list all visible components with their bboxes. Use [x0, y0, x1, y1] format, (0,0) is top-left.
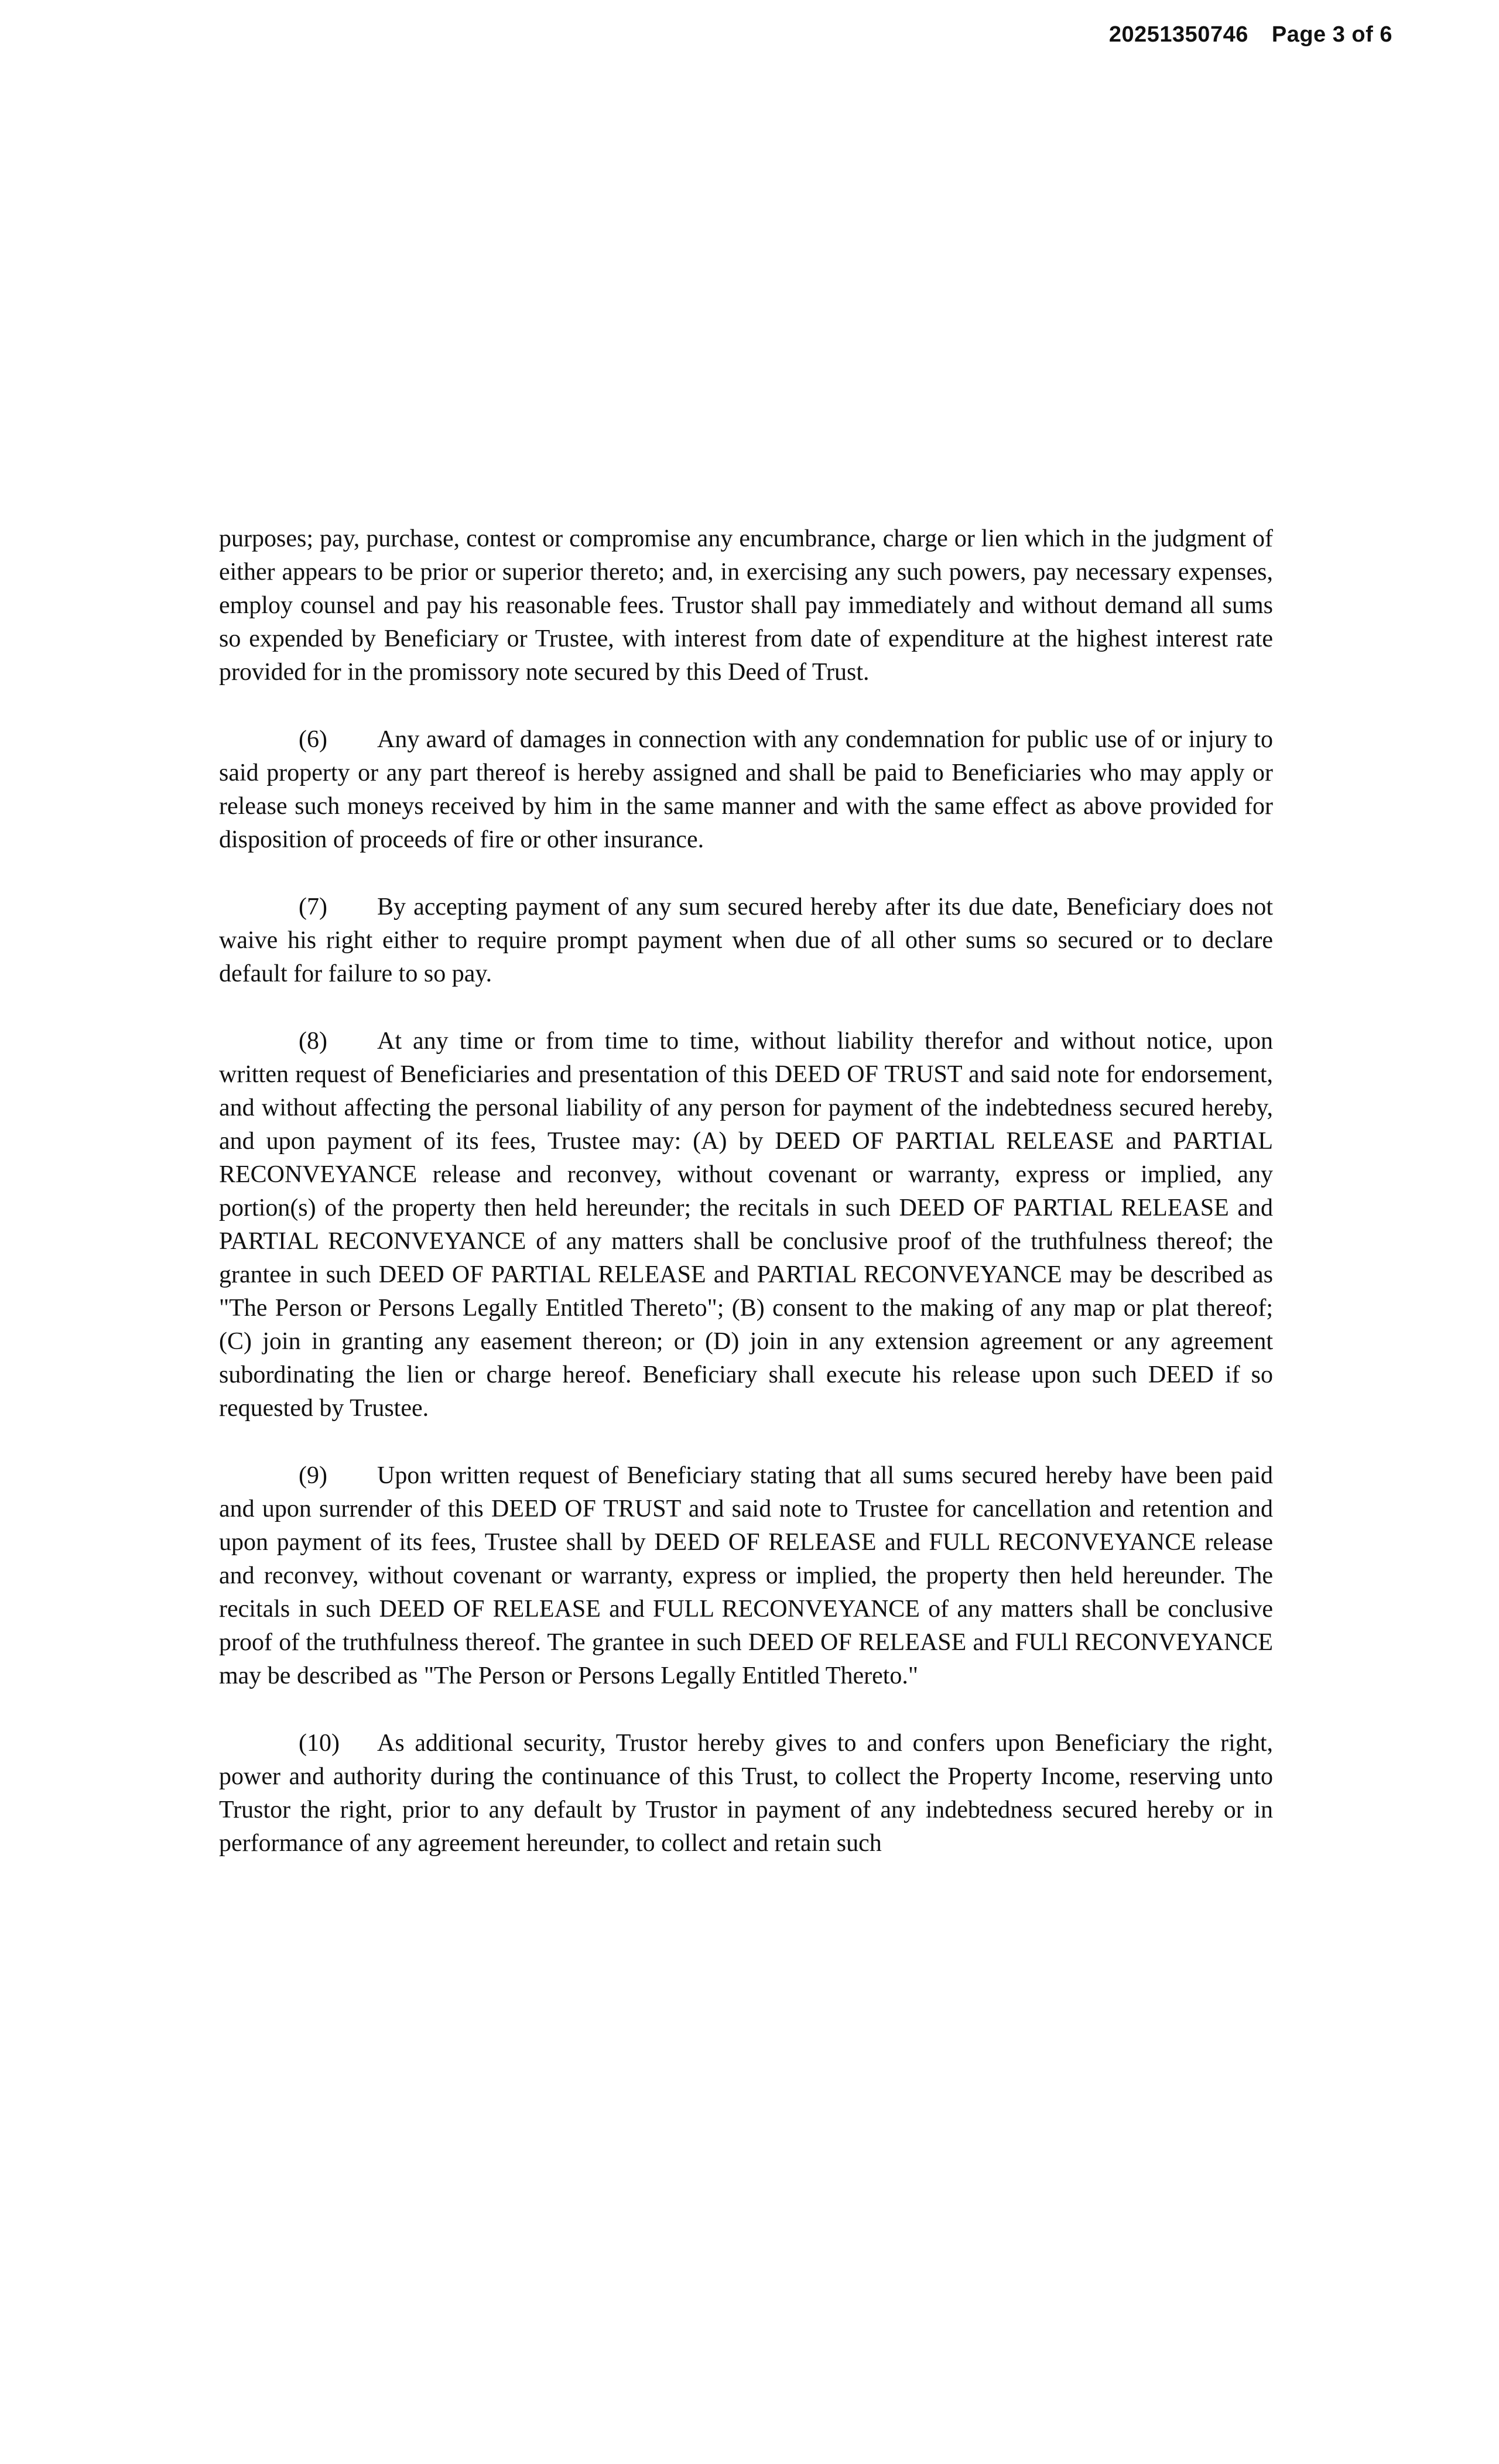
paragraph-number: (10) [299, 1730, 340, 1757]
document-body [219, 522, 1273, 1894]
paragraph-8 [219, 1025, 1273, 1425]
paragraph-number: (9) [299, 1462, 327, 1489]
paragraph-text: As additional security, Trustor hereby gives to and confers upon Beneficiary the right, power and authority during the continuance of this Trust, to collect the Property Income, reserving unto Trustor the right, prior to any default by Trustor in payment of any indebtedness secured hereby or in performance of any agreement hereunder, to collect and retain such [219, 1730, 1273, 1857]
paragraph-6 [219, 723, 1273, 857]
paragraph-9 [219, 1459, 1273, 1693]
paragraph-text: Any award of damages in connection with any condemnation for public use of or injury to said property or any part thereof is hereby assigned and shall be paid to Beneficiaries who may apply or release such moneys received by him in the same manner and with the same effect as above provided for disposition of proceeds of fire or other insurance. [219, 726, 1273, 853]
paragraph-number: (6) [299, 726, 327, 753]
page-header [1109, 22, 1392, 47]
paragraph-number: (8) [299, 1028, 327, 1055]
page-number-label: Page 3 of 6 [1271, 22, 1392, 47]
paragraph-text: At any time or from time to time, without liability therefor and without notice, upon written request of Beneficiaries and presentation of this DEED OF TRUST and said note for endorsement, and without affecting the personal liability of any person for payment of the indebtedness secured hereby, and upon payment of its fees, Trustee may: (A) by DEED OF PARTIAL RELEASE and PARTIAL RECONVEYANCE release and reconvey, without covenant or warranty, express or implied, any portion(s) of the property then held hereunder; the recitals in such DEED OF PARTIAL RELEASE and PARTIAL RECONVEYANCE of any matters shall be conclusive proof of the truthfulness thereof; the grantee in such DEED OF PARTIAL RELEASE and PARTIAL RECONVEYANCE may be described as "The Person or Persons Legally Entitled Thereto"; (B) consent to the making of any map or plat thereof; (C) join in granting any easement thereon; or (D) join in any extension agreement or any agreement subordinating the lien or charge hereof. Beneficiary shall execute his release upon such DEED if so requested by Trustee. [219, 1028, 1273, 1422]
paragraph-continuation [219, 522, 1273, 689]
paragraph-text: By accepting payment of any sum secured hereby after its due date, Beneficiary does not waive his right either to require prompt payment when due of all other sums so secured or to declare default for failure to so pay. [219, 894, 1273, 987]
paragraph-7 [219, 891, 1273, 991]
paragraph-text: purposes; pay, purchase, contest or compromise any encumbrance, charge or lien which in the judgment of either appears to be prior or superior thereto; and, in exercising any such powers, pay necessary expenses, employ counsel and pay his reasonable fees. Trustor shall pay immediately and without demand all sums so expended by Beneficiary or Trustee, with interest from date of expenditure at the highest interest rate provided for in the promissory note secured by this Deed of Trust. [219, 525, 1273, 686]
paragraph-10 [219, 1727, 1273, 1860]
document-number: 20251350746 [1108, 22, 1248, 47]
paragraph-text: Upon written request of Beneficiary stating that all sums secured hereby have been paid and upon surrender of this DEED OF TRUST and said note to Trustee for cancellation and retention and upon payment of its fees, Trustee shall by DEED OF RELEASE and FULL RECONVEYANCE release and reconvey, without covenant or warranty, express or implied, the property then held hereunder. The recitals in such DEED OF RELEASE and FULL RECONVEYANCE of any matters shall be conclusive proof of the truthfulness thereof. The grantee in such DEED OF RELEASE and FULl RECONVEYANCE may be described as "The Person or Persons Legally Entitled Thereto." [219, 1462, 1273, 1689]
paragraph-number: (7) [299, 894, 327, 920]
